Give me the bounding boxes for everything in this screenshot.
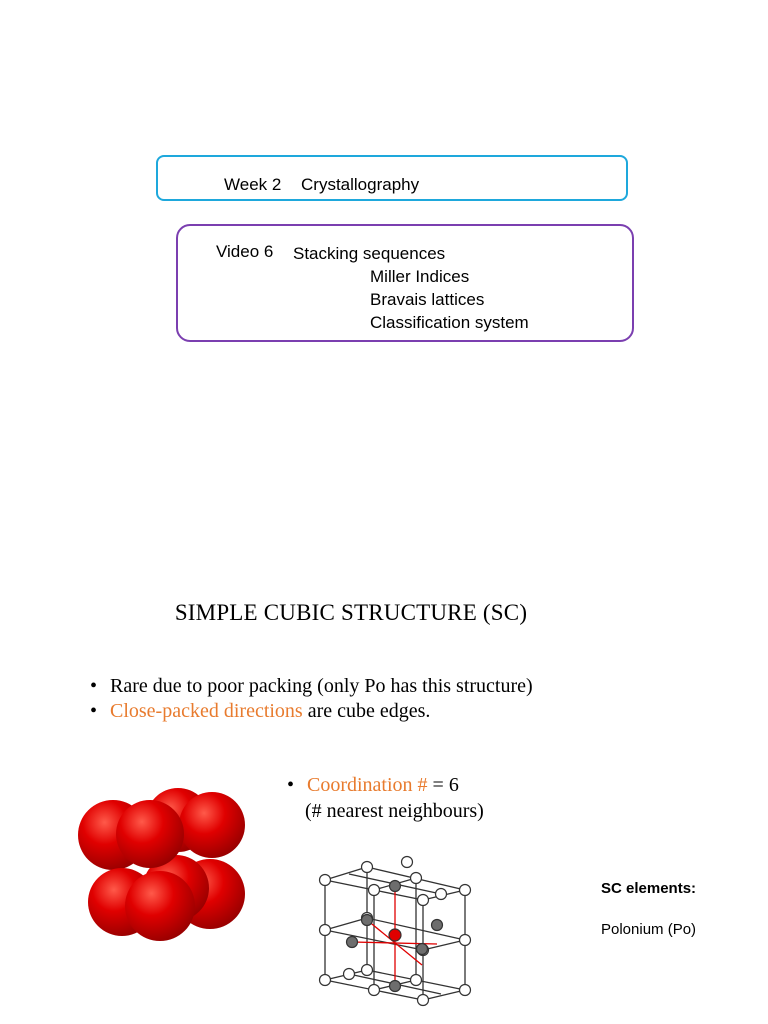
lattice-atom — [411, 975, 422, 986]
highlight-term: Coordination # — [307, 774, 428, 796]
bullet-item — [90, 699, 533, 724]
week-topic: Crystallography — [301, 175, 420, 194]
bullet-text: Rare due to poor packing (only Po has this structure) — [110, 675, 533, 697]
video-topics-list — [293, 242, 529, 334]
neighbour-atom — [432, 920, 443, 931]
sc-sphere-model-illustration — [70, 780, 260, 950]
lattice-atom — [460, 885, 471, 896]
video-topic: Classification system — [370, 313, 529, 332]
bullet-icon: • — [90, 700, 98, 722]
neighbour-atom — [417, 944, 428, 955]
lattice-atom — [418, 895, 429, 906]
atom-sphere — [116, 800, 184, 868]
coordination-bullet — [287, 772, 484, 824]
neighbour-atom — [390, 981, 401, 992]
bullet-list — [90, 674, 533, 724]
lattice-atom — [460, 985, 471, 996]
highlight-term: Close-packed directions — [110, 700, 303, 722]
lattice-atom — [436, 889, 447, 900]
video-box — [176, 224, 634, 342]
lattice-atom — [320, 975, 331, 986]
atom-sphere — [179, 792, 245, 858]
lattice-atom — [369, 885, 380, 896]
bullet-icon: • — [287, 774, 295, 796]
week-box — [156, 155, 628, 201]
neighbour-atom — [347, 937, 358, 948]
lattice-atom — [344, 969, 355, 980]
coordination-note: (# nearest neighbours) — [305, 800, 484, 822]
coordination-value: = 6 — [427, 774, 459, 796]
sc-lattice-diagram — [315, 852, 485, 1020]
bullet-icon: • — [90, 675, 98, 697]
lattice-atom — [320, 875, 331, 886]
bullet-text: are cube edges. — [302, 700, 431, 722]
neighbour-atom — [362, 915, 373, 926]
video-topic: Bravais lattices — [370, 290, 485, 309]
atom-sphere — [125, 871, 195, 941]
week-label: Week 2 — [224, 175, 282, 194]
section-title: SIMPLE CUBIC STRUCTURE (SC) — [174, 600, 528, 625]
lattice-atom — [411, 873, 422, 884]
video-topic: Miller Indices — [370, 267, 470, 286]
lattice-atom — [418, 995, 429, 1006]
lattice-atom — [362, 862, 373, 873]
central-atom — [389, 929, 401, 941]
neighbour-atom — [390, 881, 401, 892]
video-label: Video 6 — [216, 242, 274, 261]
lattice-atom — [320, 925, 331, 936]
sc-elements-title: SC elements: — [601, 880, 697, 897]
bullet-item — [90, 674, 533, 699]
sc-element-item: Polonium (Po) — [601, 921, 697, 938]
lattice-atom — [460, 935, 471, 946]
video-topic: Stacking sequences — [293, 244, 446, 263]
lattice-atom — [369, 985, 380, 996]
lattice-atom — [362, 965, 373, 976]
lattice-atom — [402, 857, 413, 868]
